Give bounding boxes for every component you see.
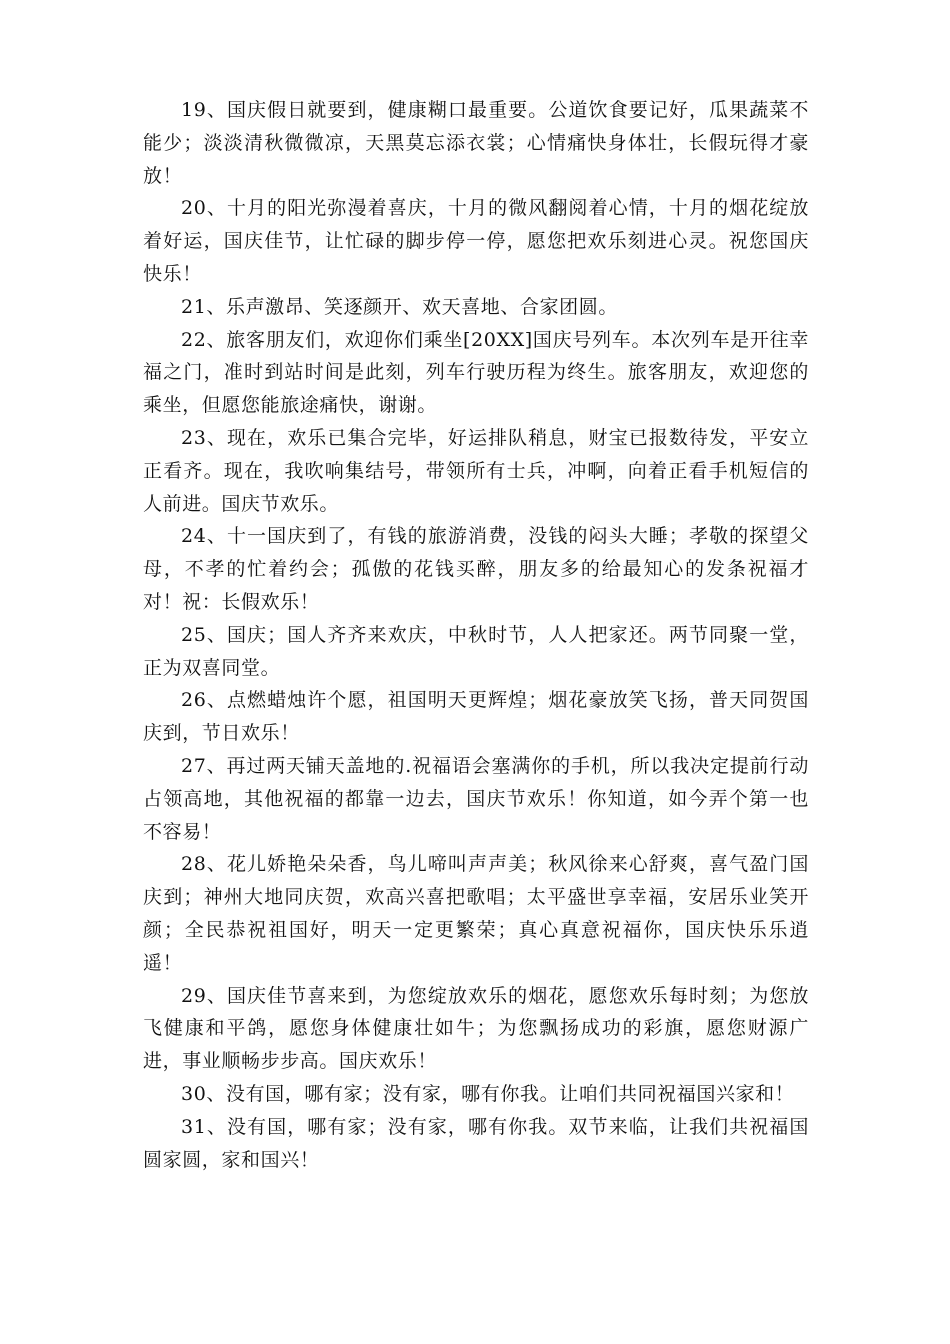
document-body <box>143 94 809 1176</box>
paragraph-26: 26、点燃蜡烛许个愿，祖国明天更辉煌；烟花豪放笑飞扬，普天同贺国庆到，节日欢乐！ <box>143 689 809 745</box>
paragraph-28: 28、花儿娇艳朵朵香，鸟儿啼叫声声美；秋风徐来心舒爽，喜气盈门国庆到；神州大地同庆贺，欢高兴喜把歌唱；太平盛世享幸福，安居乐业笑开颜；全民恭祝祖国好，明天一定更繁荣；真心真意祝福你，国庆快乐乐逍遥！ <box>143 853 809 974</box>
paragraph-29: 29、国庆佳节喜来到，为您绽放欢乐的烟花，愿您欢乐每时刻；为您放飞健康和平鸽，愿您身体健康壮如牛；为您飘扬成功的彩旗，愿您财源广进，事业顺畅步步高。国庆欢乐！ <box>143 984 809 1073</box>
paragraph-27: 27、再过两天铺天盖地的.祝福语会塞满你的手机，所以我决定提前行动占领高地，其他祝福的都靠一边去，国庆节欢乐！你知道，如今弄个第一也不容易！ <box>143 754 809 843</box>
paragraph-21: 21、乐声激昂、笑逐颜开、欢天喜地、合家团圆。 <box>181 295 618 318</box>
paragraph-22: 22、旅客朋友们，欢迎你们乘坐[20XX]国庆号列车。本次列车是开往幸福之门，准时到站时间是此刻，列车行驶历程为终生。旅客朋友，欢迎您的乘坐，但愿您能旅途痛快，谢谢。 <box>143 328 809 417</box>
paragraph-25: 25、国庆；国人齐齐来欢庆，中秋时节，人人把家还。两节同聚一堂，正为双喜同堂。 <box>143 623 809 679</box>
paragraph-23: 23、现在，欢乐已集合完毕，好运排队稍息，财宝已报数待发，平安立正看齐。现在，我吹响集结号，带领所有士兵，冲啊，向着正看手机短信的人前进。国庆节欢乐。 <box>143 426 809 515</box>
paragraph-20: 20、十月的阳光弥漫着喜庆，十月的微风翻阅着心情，十月的烟花绽放着好运，国庆佳节，让忙碌的脚步停一停，愿您把欢乐刻进心灵。祝您国庆快乐！ <box>143 197 809 285</box>
paragraph-30: 30、没有国，哪有家；没有家，哪有你我。让咱们共同祝福国兴家和！ <box>181 1082 795 1105</box>
paragraph-31: 31、没有国，哪有家；没有家，哪有你我。双节来临，让我们共祝福国圆家圆，家和国兴！ <box>143 1115 809 1171</box>
paragraph-19: 19、国庆假日就要到，健康糊口最重要。公道饮食要记好，瓜果蔬菜不能少；淡淡清秋微微凉，天黑莫忘添衣裳；心情痛快身体壮，长假玩得才豪放！ <box>143 99 809 187</box>
paragraph-24: 24、十一国庆到了，有钱的旅游消费，没钱的闷头大睡；孝敬的探望父母，不孝的忙着约会；孤傲的花钱买醉，朋友多的给最知心的发条祝福才对！祝：长假欢乐！ <box>143 525 809 613</box>
